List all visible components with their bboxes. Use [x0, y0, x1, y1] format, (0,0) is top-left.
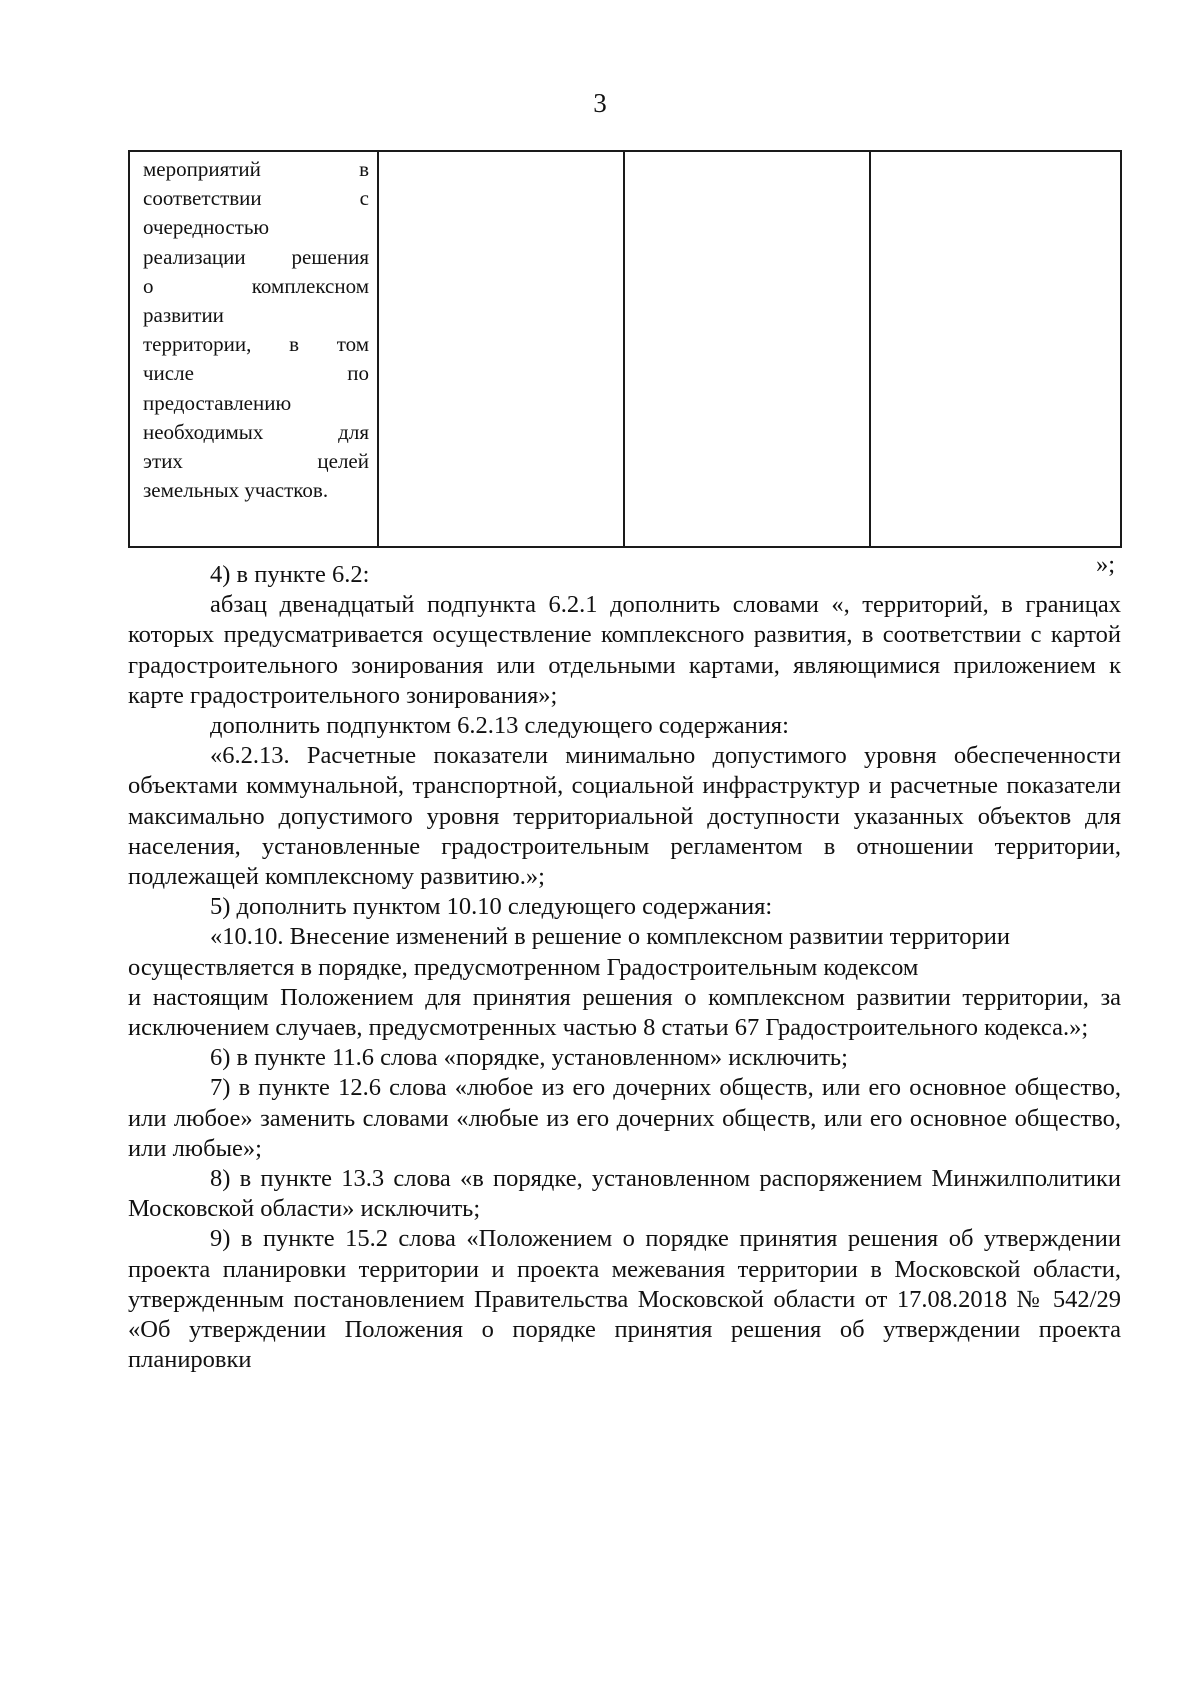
- table-cell-line: [143, 213, 369, 242]
- table-cell-line: [143, 272, 369, 301]
- table-cell-word: по: [347, 361, 369, 386]
- table-cell-line: [143, 330, 369, 359]
- table-cell-line: [143, 359, 369, 388]
- table-cell-word: этих: [143, 449, 183, 474]
- table-cell-word: том: [336, 332, 369, 357]
- table-cell-line: [143, 184, 369, 213]
- paragraph-item-4: 4) в пункте 6.2:: [210, 561, 370, 588]
- paragraph-item-9: 9) в пункте 15.2 слова «Положением о порядке принятия решения об утверждении проекта планировки территории и проекта межевания территории в Московской области, утвержденным постановлением Правительства Московской области от 17.08.2018 № 542/29 «Об утверждении Положения о порядке принятия решения об утверждении проекта планировки: [128, 1225, 1121, 1374]
- table-cell-word: числе: [143, 361, 194, 386]
- page-number: 3: [593, 88, 607, 118]
- table-cell-word: очередностью: [143, 215, 270, 240]
- table-cell-line: [143, 447, 369, 476]
- paragraph-10-10-text: «10.10. Внесение изменений в решение о комплексном развитии территории осуществляется в порядке, предусмотренном Градостроительным кодексом: [128, 923, 1010, 981]
- table-cell-word: о: [143, 273, 154, 298]
- table-cell-word: в: [289, 332, 299, 357]
- table-cell-word: в: [359, 157, 369, 181]
- document-body: [128, 560, 1121, 1375]
- table-cell-empty-4: [871, 152, 1120, 546]
- table-cell-line: [143, 476, 369, 505]
- table-cell-line: [143, 243, 369, 272]
- paragraph-item-8: 8) в пункте 13.3 слова «в порядке, установленном распоряжением Минжилполитики Московской области» исключить;: [128, 1165, 1121, 1223]
- paragraph-10-10-continued: и настоящим Положением для принятия решения о комплексном развитии территории, за исключением случаев, предусмотренных частью 8 статьи 67 Градостроительного кодекса.»;: [128, 983, 1121, 1042]
- table-cell-word: с: [359, 186, 369, 211]
- table-cell-line: [143, 418, 369, 447]
- table-cell-line: [143, 389, 369, 418]
- table-cell-word: мероприятий: [143, 157, 261, 181]
- table-cell-word: развитии: [143, 303, 224, 328]
- paragraph-item-7: 7) в пункте 12.6 слова «любое из его дочерних обществ, или его основное общество, или любое» заменить словами «любые из его дочерних обществ, или его основное общество, или любые»;: [128, 1074, 1121, 1162]
- table-cell-word: территории,: [143, 332, 252, 357]
- table-cell-word: земельных участков.: [143, 478, 329, 503]
- table-cell-description: [130, 152, 379, 546]
- table-cell-word: необходимых: [143, 419, 264, 444]
- table-cell-line: [143, 155, 369, 184]
- paragraph-6-2-13-text: «6.2.13. Расчетные показатели минимально допустимого уровня обеспеченности объектами коммунальной, транспортной, социальной инфраструктур и расчетные показатели максимально допустимого уровня территориальной доступности указанных объектов для населения, установленные градостроительным регламентом в отношении территории, подлежащей комплексному развитию.»;: [128, 742, 1121, 891]
- table-cell-word: целей: [317, 449, 369, 474]
- table-cell-line: [143, 301, 369, 330]
- paragraph-item-5: 5) дополнить пунктом 10.10 следующего содержания:: [210, 893, 773, 921]
- paragraph-add-6-2-13: дополнить подпунктом 6.2.13 следующего содержания:: [210, 712, 789, 740]
- continuation-table: [128, 150, 1122, 548]
- table-cell-word: соответствии: [143, 186, 262, 211]
- table-cell-word: комплексном: [251, 273, 369, 298]
- paragraph-abzac-12: абзац двенадцатый подпункта 6.2.1 дополнить словами «, территорий, в границах которых предусматривается осуществление комплексного развития, в соответствии с картой градостроительного зонирования или отдельными картами, являющимися приложением к карте градостроительного зонирования»;: [128, 591, 1121, 709]
- table-cell-empty-2: [379, 152, 625, 546]
- table-cell-word: для: [338, 419, 369, 444]
- paragraph-item-6: 6) в пункте 11.6 слова «порядке, установленном» исключить;: [210, 1044, 848, 1072]
- table-cell-word: решения: [291, 244, 369, 269]
- table-cell-word: предоставлению: [143, 390, 292, 415]
- table-closing-mark: »;: [1096, 551, 1116, 578]
- table-cell-word: реализации: [143, 244, 246, 269]
- table-cell-empty-3: [625, 152, 871, 546]
